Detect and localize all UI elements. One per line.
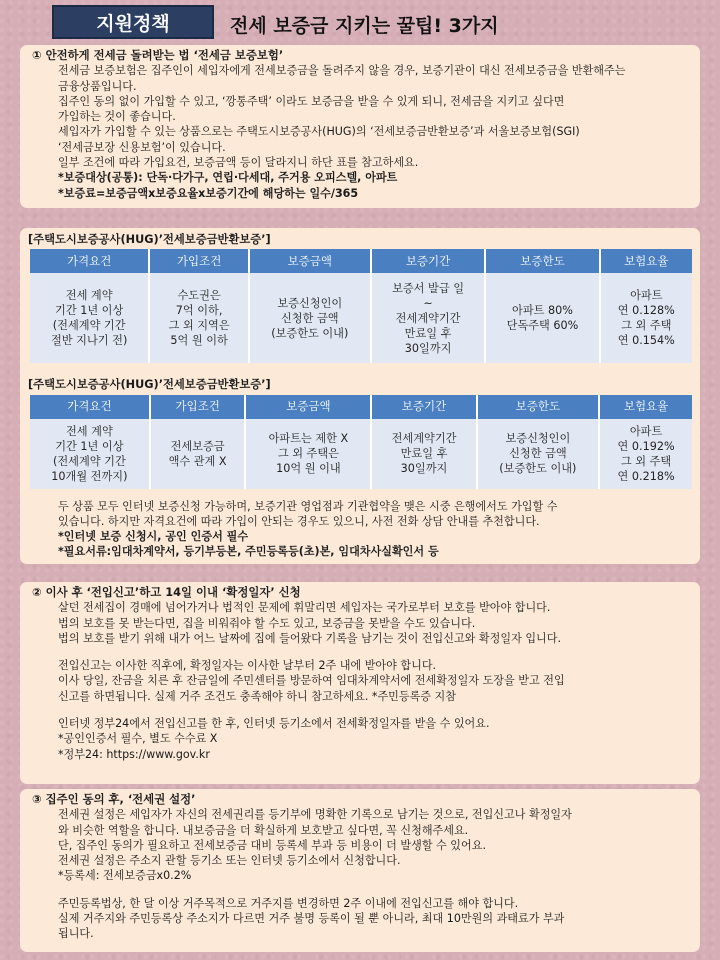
page-title: 전세 보증금 지키는 꿀팁! 3가지 [230,15,499,37]
body-line: 전세권 설정은 세입자가 자신의 전세권리를 등기부에 명확한 기록으로 남기는 것으로, 전입신고나 확정일자 [58,808,572,822]
col-header: 보증금액 [245,395,371,419]
cell-line: (보증한도 이내) [499,462,577,476]
cell-line: 그 외 주택 [620,454,672,468]
note-line: *필요서류:임대차계약서, 등기부등본, 주민등록등(초)본, 임대차사실확인서 등 [58,545,439,559]
table-block [20,369,700,494]
cell-line: 아파트 80% [512,304,573,318]
col-header: 보증기간 [371,249,486,273]
body-line: 금융상품입니다. [58,79,137,93]
table-cell [30,273,149,363]
cell-line: 아파트는 제한 X [268,432,349,446]
col-header: 보증기간 [371,395,476,419]
section-move-in-report [20,582,700,784]
body-line: *등록세: 전세보증금x0.2% [58,869,192,883]
body-line: 전세권 설정은 주소지 관할 등기소 또는 인터넷 등기소에서 신청합니다. [58,854,401,868]
col-header: 보증한도 [485,249,599,273]
body-line: 신고를 하면됩니다. 실제 거주 조건도 충족해야 하니 참고하세요. *주민등록증 지참 [58,689,456,703]
body-line: 인터넷 정부24에서 전입신고를 한 후, 인터넷 등기소에서 전세확정일자를 받을 수 있어요. [58,717,490,731]
cell-line: ~ [423,296,433,310]
table-header-row [30,249,692,273]
section-body [32,807,690,941]
section-jeonse-insurance [20,45,700,208]
cell-line: 신청한 금액 [281,311,339,325]
cell-line: 연 0.192% [617,439,675,453]
table-row [30,273,692,363]
cell-line: 단독주택 60% [506,319,579,333]
table-cell [149,273,249,363]
cell-line: (보증한도 이내) [271,326,349,340]
note-line: *보증료=보증금액x보증요율x보증기간에 해당하는 일수/365 [58,186,359,200]
body-line: 집주인 동의 없이 가입할 수 있고, ‘깡통주택’ 이라도 보증금을 받을 수 있게 되니, 전세금을 지키고 싶다면 [58,94,565,108]
cell-line: 30일까지 [404,341,452,355]
body-line: 살던 전세집이 경매에 넘어가거나 법적인 문제에 휘말리면 세입자는 국가로부터 보호를 받아야 합니다. [58,601,551,615]
table-cell [371,273,486,363]
table-cell [600,273,692,363]
body-line: *정부24: https://www.gov.kr [58,747,210,761]
cell-line: 아파트 [630,289,663,303]
body-line: 가입하는 것이 좋습니다. [58,110,176,124]
cell-line: 기간 1년 이상 [55,304,124,318]
body-line: 두 상품 모두 인터넷 보증신청 가능하며, 보증기관 영업점과 기관협약을 맺은 시중 은행에서도 가입할 수 [58,499,558,513]
col-header: 보험요율 [600,249,692,273]
table-cell [30,419,150,489]
body-line: 주민등록법상, 한 달 이상 거주목적으로 거주지를 변경하면 2주 이내에 전입신고를 해야 합니다. [58,896,519,910]
cell-line: 보증신청인이 [277,296,343,310]
note-line: *보증대상(공통): 단독·다가구, 연립·다세대, 주거용 오피스텔, 아파트 [58,171,398,185]
body-line: 일부 조건에 따라 가입요건, 보증금액 등이 달라지니 하단 표를 참고하세요. [58,156,419,170]
section-body [32,600,690,762]
category-badge: 지원정책 [52,5,214,39]
col-header: 보험요율 [599,395,692,419]
section-title: ③ 집주인 동의 후, ‘전세권 설정’ [32,792,196,806]
body-line: 실제 거주지와 주민등록상 주소지가 다르면 거주 불명 등록이 될 뿐 아니라, 최대 10만원의 과태료가 부과 [58,912,565,926]
body-line: *공인인증서 필수, 별도 수수료 X [58,732,218,746]
table-title: [주택도시보증공사(HUG)’전세보증금반환보증’] [28,378,271,392]
cell-line: 그 외 주택은 [277,447,339,461]
body-line: 법의 보호를 못 받는다면, 집을 비워줘야 할 수도 있고, 보증금을 못받을 수도 있습니다. [58,616,476,630]
cell-line: 10억 원 이내 [276,462,341,476]
product-table [30,249,692,363]
col-header: 가입조건 [150,395,246,419]
header [52,5,672,41]
section-comparison-tables [20,228,700,580]
cell-line: 보증서 발급 일 [392,281,465,295]
section-title: ① 안전하게 전세금 돌려받는 법 ‘전세금 보증보험’ [32,48,284,62]
cell-line: 전세 계약 [65,289,113,303]
cell-line: 연 0.128% [617,304,675,318]
col-header: 보증금액 [249,249,371,273]
cell-line: 보증신청인이 [505,432,571,446]
table-cell [245,419,371,489]
table-header-row [30,395,692,419]
note-line: *인터넷 보증 신청시, 공인 인증서 필수 [58,530,249,544]
cell-line: (전세계약 기간 [53,454,126,468]
cell-line: 만료일 후 [404,326,452,340]
table-row [30,419,692,489]
section-body [32,63,690,201]
col-header: 가격요건 [30,249,149,273]
cell-line: 5억 원 이하 [170,334,228,348]
section-jeonse-right [20,789,700,952]
product-table [30,395,692,489]
col-header: 보증한도 [477,395,600,419]
cell-line: 전세보증금 [170,439,225,453]
table-title: [주택도시보증공사(HUG)’전세보증금반환보증’] [28,233,271,246]
col-header: 가입조건 [149,249,249,273]
body-line: 전세금 보증보험은 집주인이 세입자에게 전세보증금을 돌려주지 않을 경우, 보증기관이 대신 전세보증금을 반환해주는 [58,64,626,78]
body-line: ‘전세금보장 신용보험’이 있습니다. [58,140,226,154]
body-line: 있습니다. 하지만 자격요건에 따라 가입이 안되는 경우도 있으니, 사전 전화 상담 안내를 추천합니다. [58,514,540,528]
cell-line: 연 0.218% [617,469,675,483]
body-line: 법의 보호를 받기 위해 내가 어느 날짜에 집에 들어왔다 기록을 남기는 것이 전입신고와 확정일자 입니다. [58,631,561,645]
cell-line: 전세계약기간 [395,311,461,325]
cell-line: 10개월 전까지) [51,469,128,483]
cell-line: 7억 이하, [175,304,223,318]
cell-line: 신청한 금액 [509,447,567,461]
table-cell [485,273,599,363]
cell-line: 전세계약기간 [391,432,457,446]
cell-line: 수도권은 [177,289,221,303]
section-title: ② 이사 후 ‘전입신고’하고 14일 이내 ‘확정일자’ 신청 [32,585,301,599]
table-cell [150,419,246,489]
cell-line: 기간 1년 이상 [55,439,124,453]
cell-line: 30일까지 [400,462,448,476]
table-cell [371,419,476,489]
col-header: 가격요건 [30,395,150,419]
body-line: 와 비슷한 역할을 합니다. 내보증금을 더 확실하게 보호받고 싶다면, 꼭 신청해주세요. [58,823,469,837]
cell-line: 연 0.154% [617,334,675,348]
cell-line: 그 외 주택 [621,319,672,333]
table-block [20,228,700,369]
table-cell [249,273,371,363]
cell-line: 그 외 지역은 [168,319,230,333]
cell-line: 액수 관계 X [168,454,227,468]
cell-line: 아파트 [629,424,663,438]
table-cell [599,419,692,489]
cell-line: 전세 계약 [65,424,113,438]
cell-line: 절반 지나기 전) [51,334,128,348]
body-line: 됩니다. [58,927,94,941]
body-line: 전입신고는 이사한 직후에, 확정일자는 이사한 날부터 2주 내에 받아야 합니다. [58,659,437,673]
body-line: 세입자가 가입할 수 있는 상품으로는 주택도시보증공사(HUG)의 ‘전세보증금반환보증’과 서울보증보험(SGI) [58,125,580,139]
body-line: 단, 집주인 동의가 필요하고 전세보증금 대비 등록세 부과 등 비용이 더 발생할 수 있어요. [58,838,486,852]
cell-line: 만료일 후 [400,447,448,461]
cell-line: (전세계약 기간 [52,319,126,333]
table-cell [477,419,600,489]
body-line: 이사 당일, 잔금을 치른 후 잔금일에 주민센터를 방문하여 임대차계약서에 전세확정일자 도장을 받고 전입 [58,674,565,688]
table-notes [20,495,700,564]
